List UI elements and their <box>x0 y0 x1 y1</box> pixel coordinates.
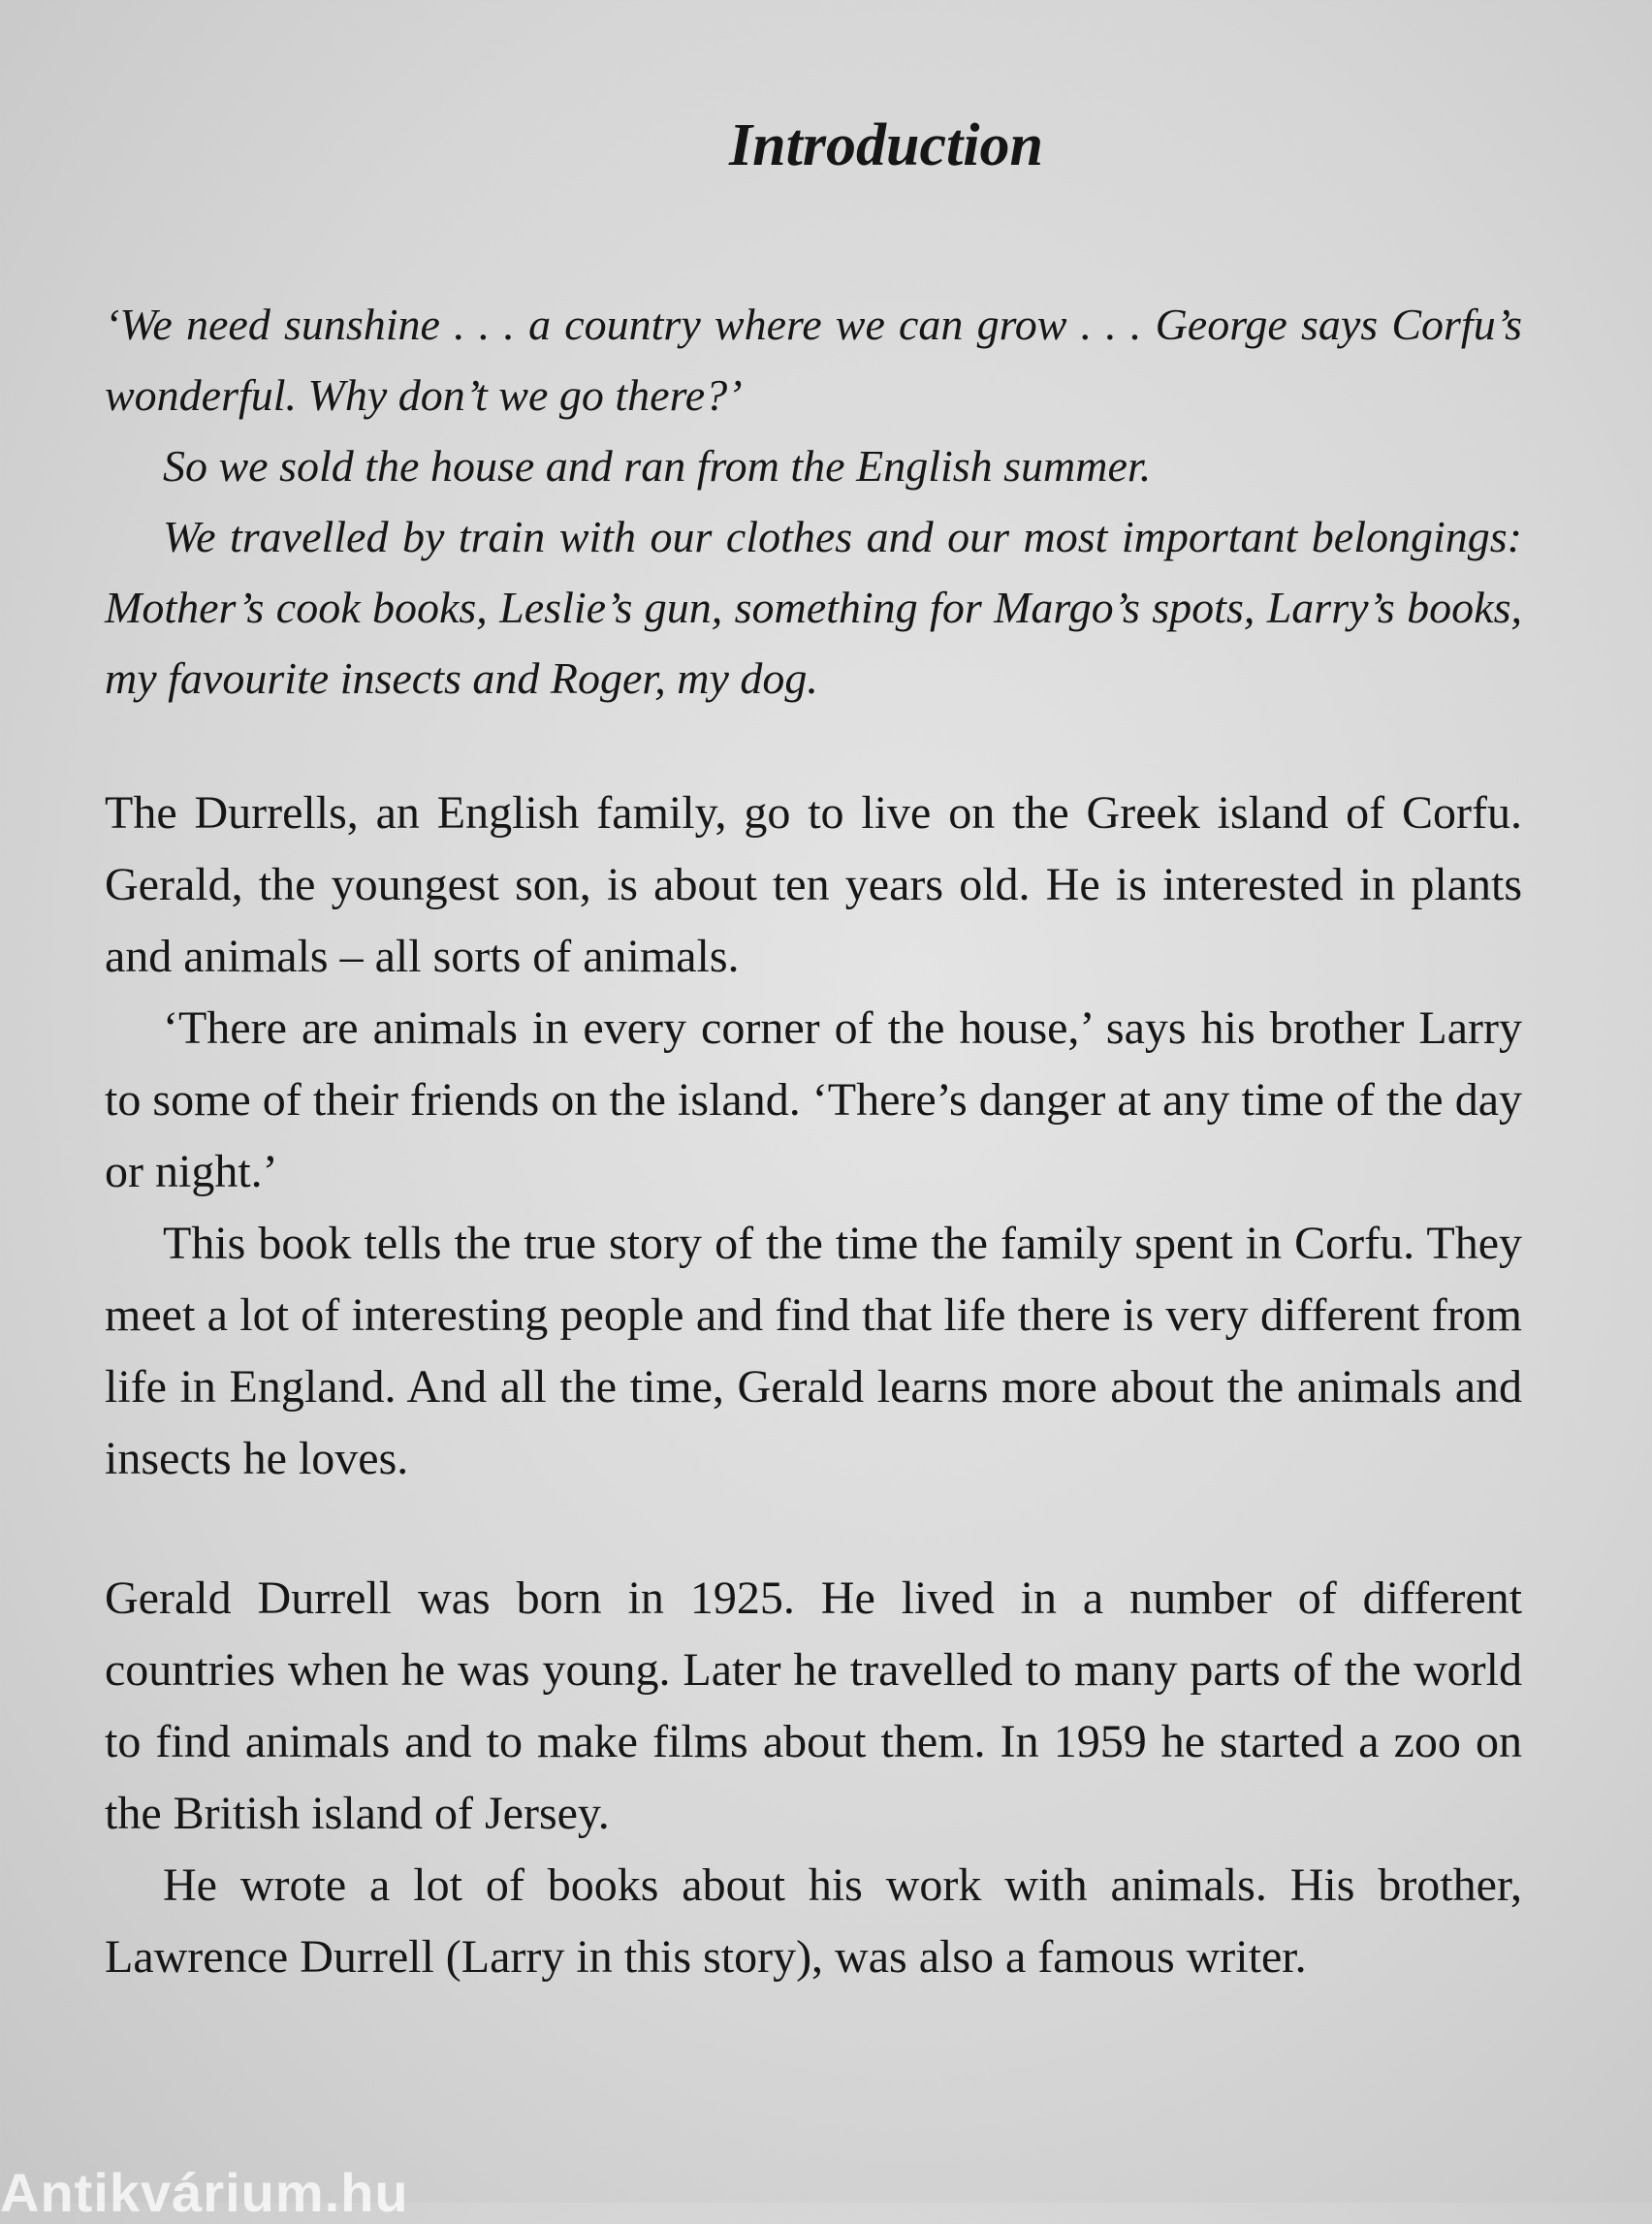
page-title: Introduction <box>729 112 1043 178</box>
author-bio-section <box>105 1563 1522 1993</box>
summary-paragraph-2: ‘There are animals in every corner of the house,’ says his brother Larry to some of their friends on the island. ‘There’s danger at any time of the day or night.’ <box>105 1002 1522 1197</box>
summary-paragraph-3: This book tells the true story of the time the family spent in Corfu. They meet a lot of interesting people and find that life there is very different from life in England. And all the time, Gerald learns more about the animals and insects he loves. <box>105 1218 1522 1484</box>
quote-paragraph-3: We travelled by train with our clothes and our most important belongings: Mother’s cook books, Leslie’s gun, something for Margo’s spots, Larry’s books, my favourite insects and Roger, my dog. <box>105 512 1522 703</box>
section-spacer <box>105 1495 1522 1563</box>
bio-paragraph-1: Gerald Durrell was born in 1925. He lived in a number of different countries when he was young. Later he travelled to many parts of the world to find animals and to make films about them. In 1959 he started a zoo on the British island of Jersey. <box>105 1573 1522 1839</box>
watermark: Antikvárium.hu <box>0 2162 409 2223</box>
story-summary-section <box>105 778 1522 1495</box>
quote-paragraph-2: So we sold the house and ran from the English summer. <box>163 441 1152 491</box>
summary-paragraph-1: The Durrells, an English family, go to live on the Greek island of Corfu. Gerald, the youngest son, is about ten years old. He is interested in plants and animals – all sorts of animals. <box>105 787 1522 982</box>
book-page <box>105 107 1522 1993</box>
bio-paragraph-2: He wrote a lot of books about his work with animals. His brother, Lawrence Durrell (Larry in this story), was also a famous writer. <box>105 1859 1522 1983</box>
quote-paragraph-1: ‘We need sunshine . . . a country where we can grow . . . George says Corfu’s wonderful. Why don’t we go there?’ <box>105 300 1522 420</box>
section-spacer <box>105 714 1522 778</box>
epigraph-quote <box>105 289 1522 714</box>
